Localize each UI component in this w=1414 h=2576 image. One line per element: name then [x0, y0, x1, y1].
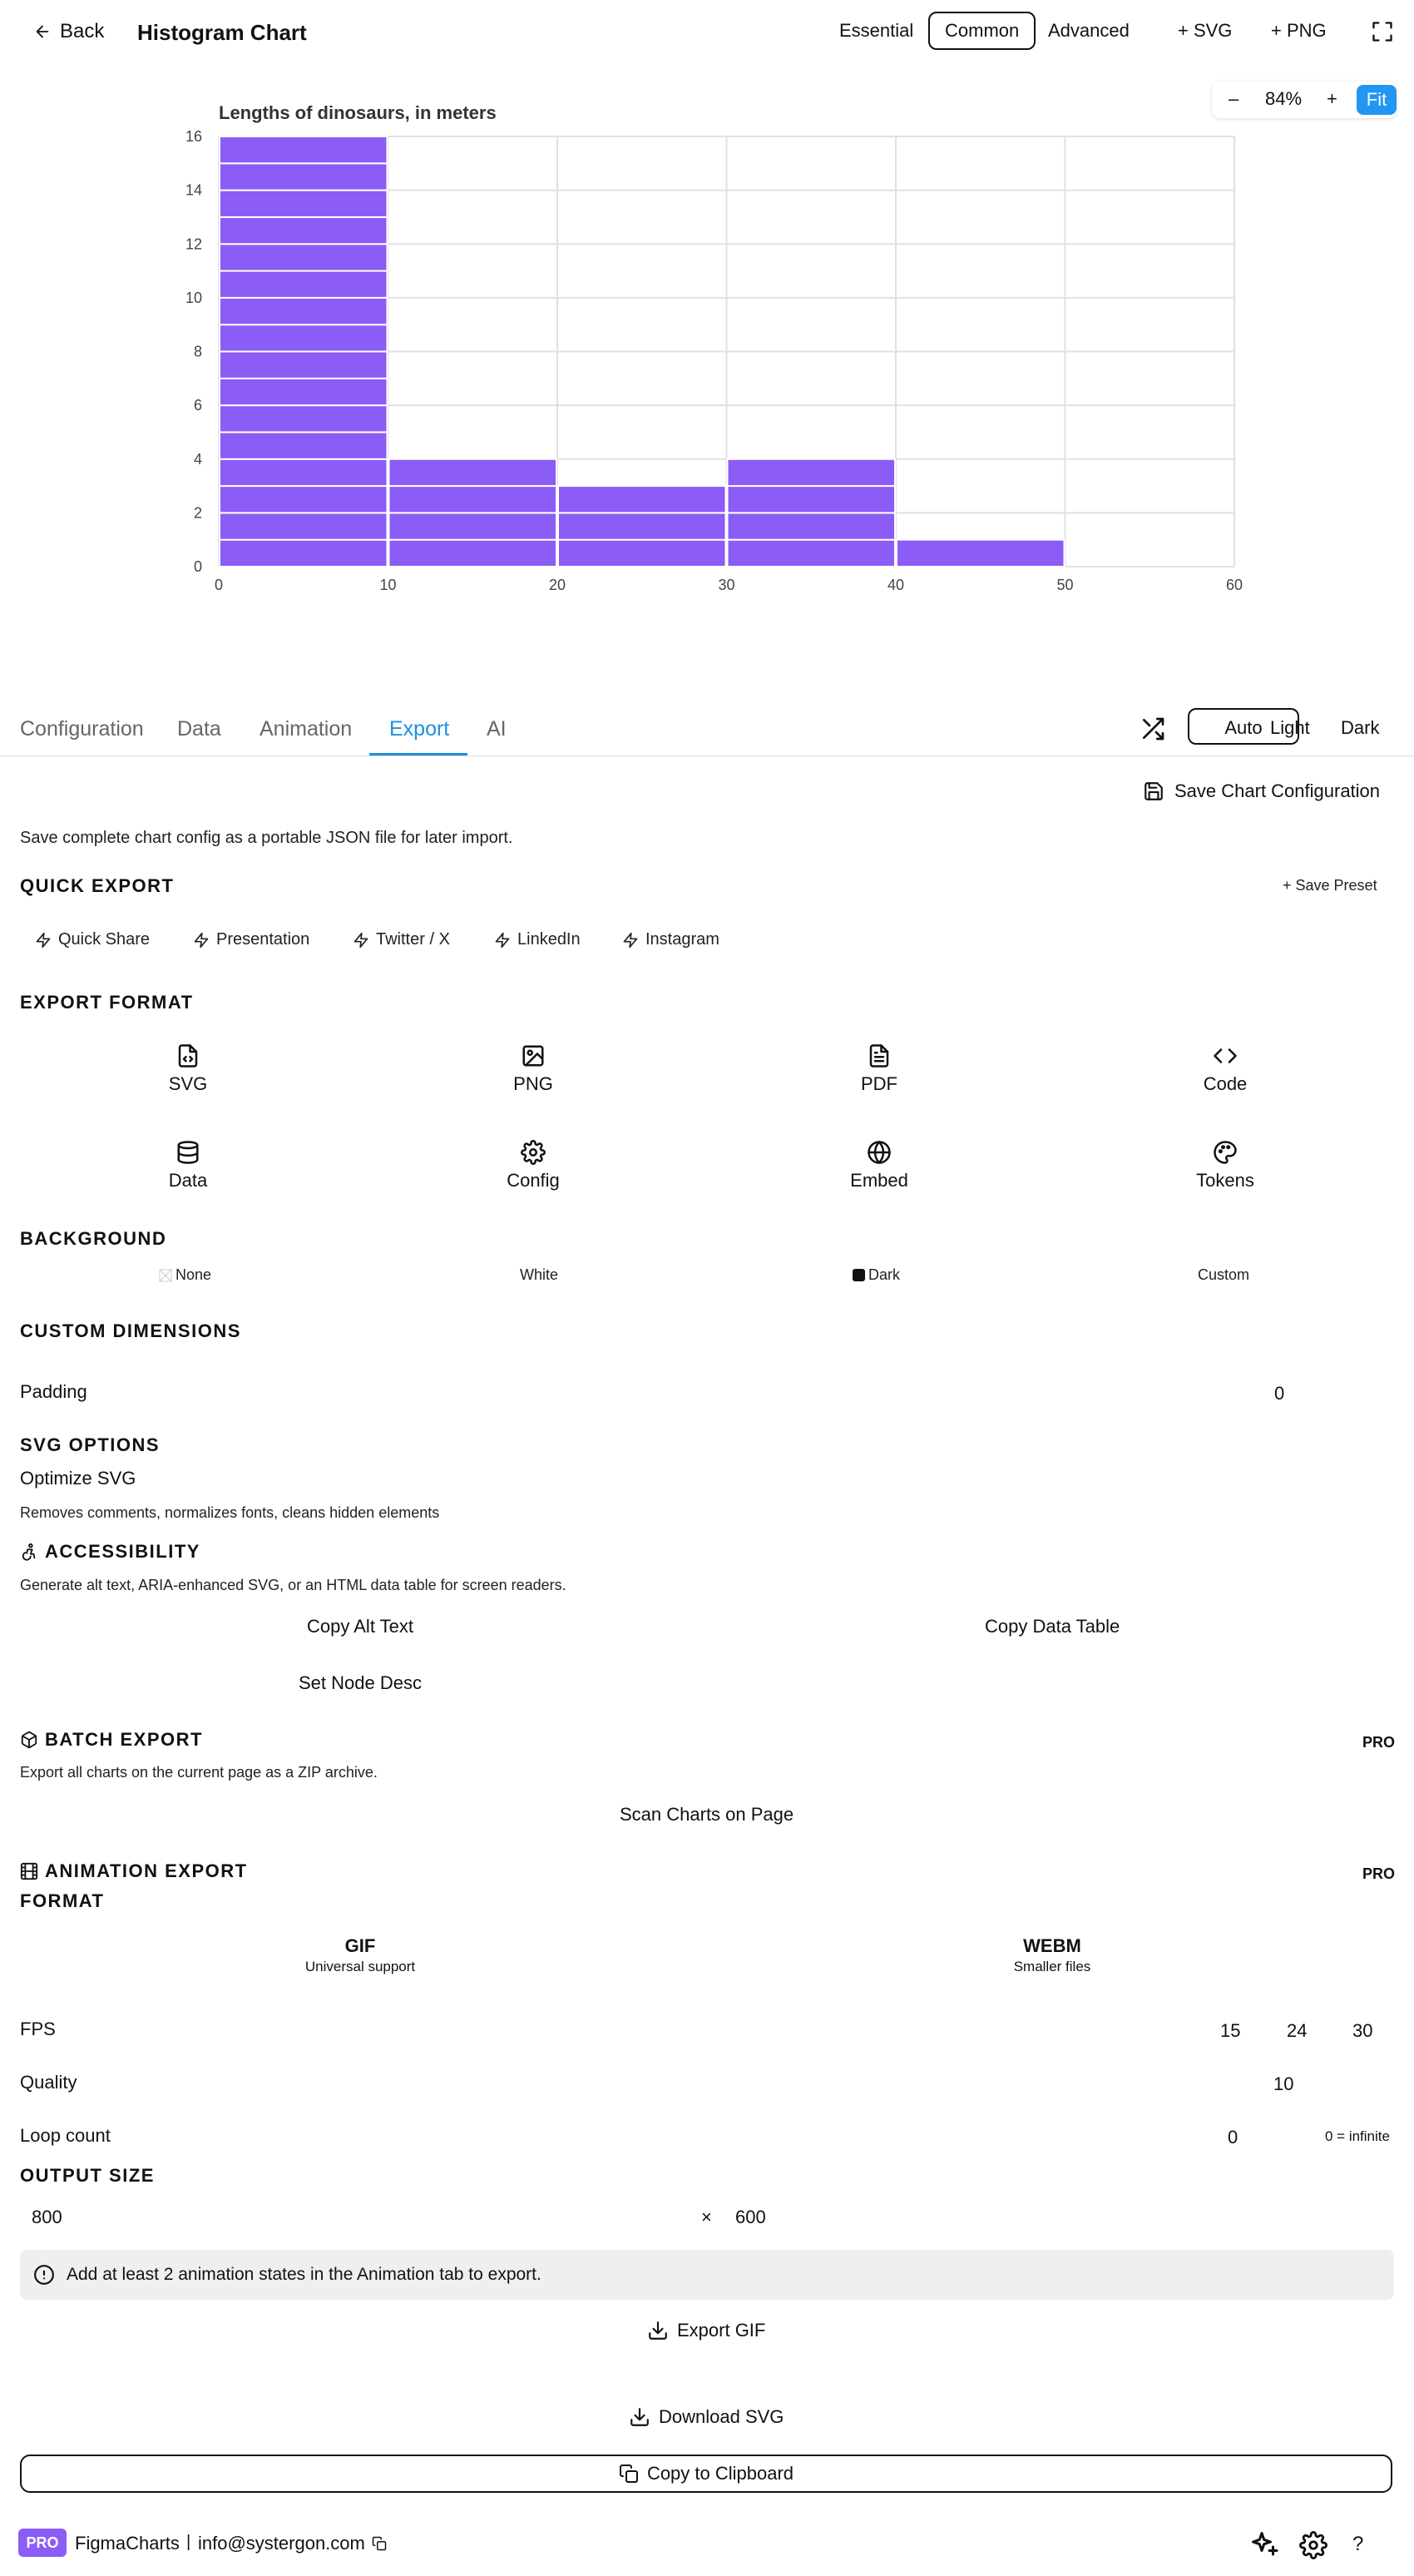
footer-email: info@systergon.com — [198, 2533, 365, 2554]
accessibility-title: ACCESSIBILITY — [45, 1541, 200, 1562]
format-config-label: Config — [507, 1170, 560, 1191]
loop-hint: 0 = infinite — [1325, 2128, 1390, 2144]
quality-label: Quality — [20, 2072, 77, 2093]
histogram-chart — [0, 0, 1414, 649]
batch-export-title: BATCH EXPORT — [45, 1729, 203, 1750]
tab-animation[interactable]: Animation — [260, 717, 353, 741]
x-tick-label: 0 — [214, 577, 224, 593]
zap-icon — [193, 932, 210, 949]
chart-title: Lengths of dinosaurs, in meters — [219, 102, 497, 123]
export-format-title: EXPORT FORMAT — [20, 992, 194, 1013]
optimize-svg-toggle[interactable]: Optimize SVG — [20, 1468, 136, 1489]
copy-clipboard-label: Copy to Clipboard — [646, 2463, 794, 2484]
animation-pro-badge: PRO — [1362, 1865, 1396, 1882]
instagram-label: Instagram — [645, 930, 719, 949]
animation-export-title: ANIMATION EXPORT — [45, 1860, 248, 1881]
bar-segment — [558, 486, 726, 513]
save-icon — [1143, 780, 1164, 802]
animation-notice — [20, 2250, 1394, 2300]
export-gif-button[interactable] — [647, 2320, 765, 2341]
bar-segment — [220, 191, 388, 217]
format-tokens[interactable] — [1142, 1140, 1308, 1191]
presentation-label: Presentation — [216, 930, 310, 949]
bar-segment — [389, 459, 557, 486]
format-pdf[interactable] — [796, 1043, 962, 1095]
tab-export[interactable]: Export — [389, 717, 450, 741]
bg-none-label: None — [176, 1266, 212, 1283]
format-embed-label: Embed — [850, 1170, 908, 1191]
mode-advanced[interactable]: Advanced — [1048, 20, 1130, 41]
padding-input[interactable]: 0 — [1274, 1383, 1285, 1404]
bar-segment — [220, 271, 388, 298]
bg-dark-label: Dark — [868, 1266, 901, 1283]
bg-custom-option[interactable]: Custom — [1198, 1266, 1250, 1283]
y-tick-label: 8 — [193, 343, 202, 360]
help-button[interactable]: ? — [1352, 2533, 1364, 2555]
zap-icon — [35, 932, 52, 949]
format-data[interactable] — [105, 1140, 271, 1191]
zoom-value: 84% — [1265, 88, 1303, 109]
bar-segment — [220, 324, 388, 351]
bar-segment — [220, 244, 388, 270]
theme-auto[interactable]: Auto — [1188, 708, 1299, 745]
bar-segment — [728, 513, 896, 539]
width-input[interactable]: 800 — [32, 2207, 62, 2227]
bar-segment — [728, 540, 896, 567]
format-code[interactable] — [1142, 1043, 1308, 1095]
bar-segment — [220, 298, 388, 324]
bar-segment — [389, 540, 557, 567]
quick-share-button[interactable] — [35, 930, 150, 949]
shuffle-button[interactable] — [1140, 716, 1166, 742]
batch-export-header — [20, 1729, 203, 1751]
bg-dark-option[interactable] — [853, 1266, 900, 1284]
x-axis-ticks — [215, 577, 1243, 593]
bar-segment — [220, 432, 388, 458]
bar-segment — [220, 136, 388, 163]
globe-icon — [867, 1140, 892, 1165]
linkedin-button[interactable] — [494, 930, 581, 949]
download-icon — [647, 2320, 669, 2341]
gif-format-option[interactable] — [277, 1935, 443, 1975]
bar-segment — [389, 513, 557, 539]
y-tick-label: 14 — [185, 181, 202, 199]
bar-segment — [220, 486, 388, 513]
save-config-button[interactable] — [1143, 780, 1380, 802]
bar-segment — [728, 486, 896, 513]
zap-icon — [494, 932, 511, 949]
info-icon — [33, 2264, 55, 2286]
copy-clipboard-button[interactable] — [20, 2455, 1392, 2493]
fps-option-24[interactable]: 24 — [1287, 2020, 1308, 2041]
footer-email-link[interactable] — [198, 2533, 387, 2554]
instagram-button[interactable] — [622, 930, 719, 949]
histogram-bar — [897, 540, 1065, 567]
y-tick-label: 6 — [193, 397, 202, 414]
back-label: Back — [60, 20, 105, 42]
y-axis-ticks — [185, 128, 202, 575]
bar-segment — [558, 540, 726, 567]
gif-label: GIF — [344, 1935, 376, 1956]
mode-common[interactable]: Common — [928, 12, 1036, 50]
y-tick-label: 2 — [193, 504, 202, 522]
bar-segment — [389, 486, 557, 513]
times-sign: × — [701, 2207, 712, 2227]
zoom-out-button[interactable]: – — [1229, 88, 1239, 109]
fit-button[interactable]: Fit — [1357, 85, 1397, 115]
x-tick-label: 50 — [1056, 577, 1074, 593]
file-text-icon — [867, 1043, 892, 1068]
bar-segment — [220, 163, 388, 190]
x-tick-label: 30 — [718, 577, 735, 593]
loop-count-input[interactable]: 0 — [1228, 2127, 1238, 2147]
settings-button[interactable] — [1299, 2531, 1327, 2559]
export-gif-label: Export GIF — [677, 2320, 766, 2341]
format-svg[interactable] — [105, 1043, 271, 1095]
add-png-button[interactable]: + PNG — [1271, 20, 1327, 41]
theme-dark[interactable]: Dark — [1341, 717, 1380, 738]
gear-icon — [1299, 2531, 1327, 2559]
tab-configuration[interactable]: Configuration — [20, 717, 144, 741]
gif-sub: Universal support — [304, 1959, 416, 1974]
bg-white-option[interactable]: White — [520, 1266, 559, 1283]
bar-segment — [897, 540, 1065, 567]
sparkles-button[interactable] — [1249, 2529, 1279, 2559]
mode-essential[interactable]: Essential — [839, 20, 914, 41]
bar-segment — [728, 459, 896, 486]
x-tick-label: 40 — [887, 577, 905, 593]
x-tick-label: 60 — [1225, 577, 1243, 593]
theme-light[interactable]: Light — [1270, 717, 1310, 738]
bar-segment — [220, 379, 388, 405]
quick-share-label: Quick Share — [58, 930, 151, 949]
file-code-icon — [176, 1043, 200, 1068]
save-config-label: Save Chart Configuration — [1174, 780, 1381, 801]
accessibility-header — [20, 1541, 200, 1563]
dark-swatch — [853, 1269, 865, 1281]
format-tokens-label: Tokens — [1196, 1170, 1254, 1191]
tab-data[interactable]: Data — [177, 717, 221, 741]
quality-input[interactable]: 10 — [1273, 2073, 1294, 2094]
accessibility-desc: Generate alt text, ARIA-enhanced SVG, or an HTML data table for screen readers. — [20, 1577, 566, 1593]
gear-icon — [521, 1140, 546, 1165]
scan-charts-button[interactable]: Scan Charts on Page — [620, 1804, 794, 1825]
format-svg-label: SVG — [168, 1073, 208, 1094]
height-input[interactable]: 600 — [735, 2207, 766, 2227]
y-tick-label: 10 — [185, 289, 202, 306]
footer-pro-badge: PRO — [18, 2529, 67, 2557]
zap-icon — [353, 932, 369, 949]
copy-data-table-button[interactable]: Copy Data Table — [985, 1616, 1120, 1637]
y-tick-label: 12 — [185, 235, 202, 253]
database-icon — [176, 1140, 200, 1165]
format-pdf-label: PDF — [861, 1073, 897, 1094]
transparent-icon — [159, 1269, 172, 1282]
format-config[interactable] — [450, 1140, 616, 1191]
webm-format-option[interactable] — [969, 1935, 1135, 1975]
bar-segment — [220, 352, 388, 379]
format-data-label: Data — [168, 1170, 208, 1191]
code-icon — [1213, 1043, 1238, 1068]
histogram-bar — [220, 136, 388, 567]
webm-label: WEBM — [1023, 1935, 1081, 1956]
fps-label: FPS — [20, 2019, 56, 2039]
fps-option-30[interactable]: 30 — [1352, 2020, 1373, 2041]
fps-option-15[interactable]: 15 — [1220, 2020, 1241, 2041]
zap-icon — [622, 932, 639, 949]
tab-ai[interactable]: AI — [487, 717, 507, 741]
padding-label: Padding — [20, 1381, 87, 1402]
shuffle-icon — [1140, 716, 1166, 742]
film-icon — [20, 1862, 38, 1880]
optimize-svg-desc: Removes comments, normalizes fonts, cleans hidden elements — [20, 1504, 440, 1521]
linkedin-label: LinkedIn — [517, 930, 581, 949]
format-embed[interactable] — [796, 1140, 962, 1191]
package-icon — [20, 1731, 38, 1749]
notice-text: Add at least 2 animation states in the Animation tab to export. — [67, 2265, 541, 2284]
format-code-label: Code — [1203, 1073, 1248, 1094]
copy-alt-text-button[interactable]: Copy Alt Text — [307, 1616, 413, 1637]
batch-export-desc: Export all charts on the current page as a ZIP archive. — [20, 1764, 378, 1781]
save-preset-button[interactable]: + Save Preset — [1283, 877, 1377, 894]
copy-icon — [619, 2464, 639, 2484]
save-config-desc: Save complete chart config as a portable JSON file for later import. — [20, 829, 513, 847]
download-svg-label: Download SVG — [659, 2406, 784, 2427]
format-subtitle: FORMAT — [20, 1890, 105, 1911]
animation-export-header — [20, 1860, 248, 1882]
svg-options-title: SVG OPTIONS — [20, 1434, 161, 1455]
download-icon — [629, 2406, 650, 2428]
footer-separator: | — [186, 2533, 191, 2551]
bar-segment — [220, 405, 388, 432]
histogram-bar — [389, 459, 557, 567]
set-node-desc-button[interactable]: Set Node Desc — [299, 1672, 422, 1693]
custom-dimensions-title: CUSTOM DIMENSIONS — [20, 1320, 241, 1341]
palette-icon — [1213, 1140, 1238, 1165]
y-tick-label: 16 — [185, 128, 202, 145]
sparkles-icon — [1249, 2529, 1279, 2559]
image-icon — [521, 1043, 546, 1068]
bar-segment — [220, 217, 388, 244]
download-svg-button[interactable] — [629, 2406, 784, 2428]
twitter-label: Twitter / X — [376, 930, 450, 949]
copy-icon — [372, 2536, 387, 2551]
twitter-button[interactable] — [353, 930, 450, 949]
format-png[interactable] — [450, 1043, 616, 1095]
webm-sub: Smaller files — [1013, 1959, 1091, 1974]
bar-segment — [220, 459, 388, 486]
footer-brand: FigmaCharts — [75, 2533, 180, 2554]
batch-pro-badge: PRO — [1362, 1734, 1396, 1751]
accessibility-icon — [20, 1543, 38, 1561]
output-size-title: OUTPUT SIZE — [20, 2165, 155, 2186]
bar-segment — [558, 513, 726, 539]
histogram-bar — [728, 459, 896, 567]
x-tick-label: 20 — [548, 577, 566, 593]
y-tick-label: 4 — [193, 450, 202, 468]
tabs-divider — [0, 755, 1414, 756]
y-tick-label: 0 — [193, 558, 202, 575]
bg-none-option[interactable] — [159, 1266, 211, 1284]
bar-segment — [220, 513, 388, 539]
background-title: BACKGROUND — [20, 1228, 167, 1249]
page-title: Histogram Chart — [137, 20, 307, 45]
zoom-in-button[interactable]: + — [1327, 88, 1337, 109]
format-png-label: PNG — [513, 1073, 553, 1094]
bar-segment — [220, 540, 388, 567]
x-tick-label: 10 — [379, 577, 397, 593]
histogram-bar — [558, 486, 726, 567]
quick-export-title: QUICK EXPORT — [20, 875, 175, 896]
presentation-button[interactable] — [193, 930, 309, 949]
loop-count-label: Loop count — [20, 2125, 111, 2146]
add-svg-button[interactable]: + SVG — [1178, 20, 1233, 41]
